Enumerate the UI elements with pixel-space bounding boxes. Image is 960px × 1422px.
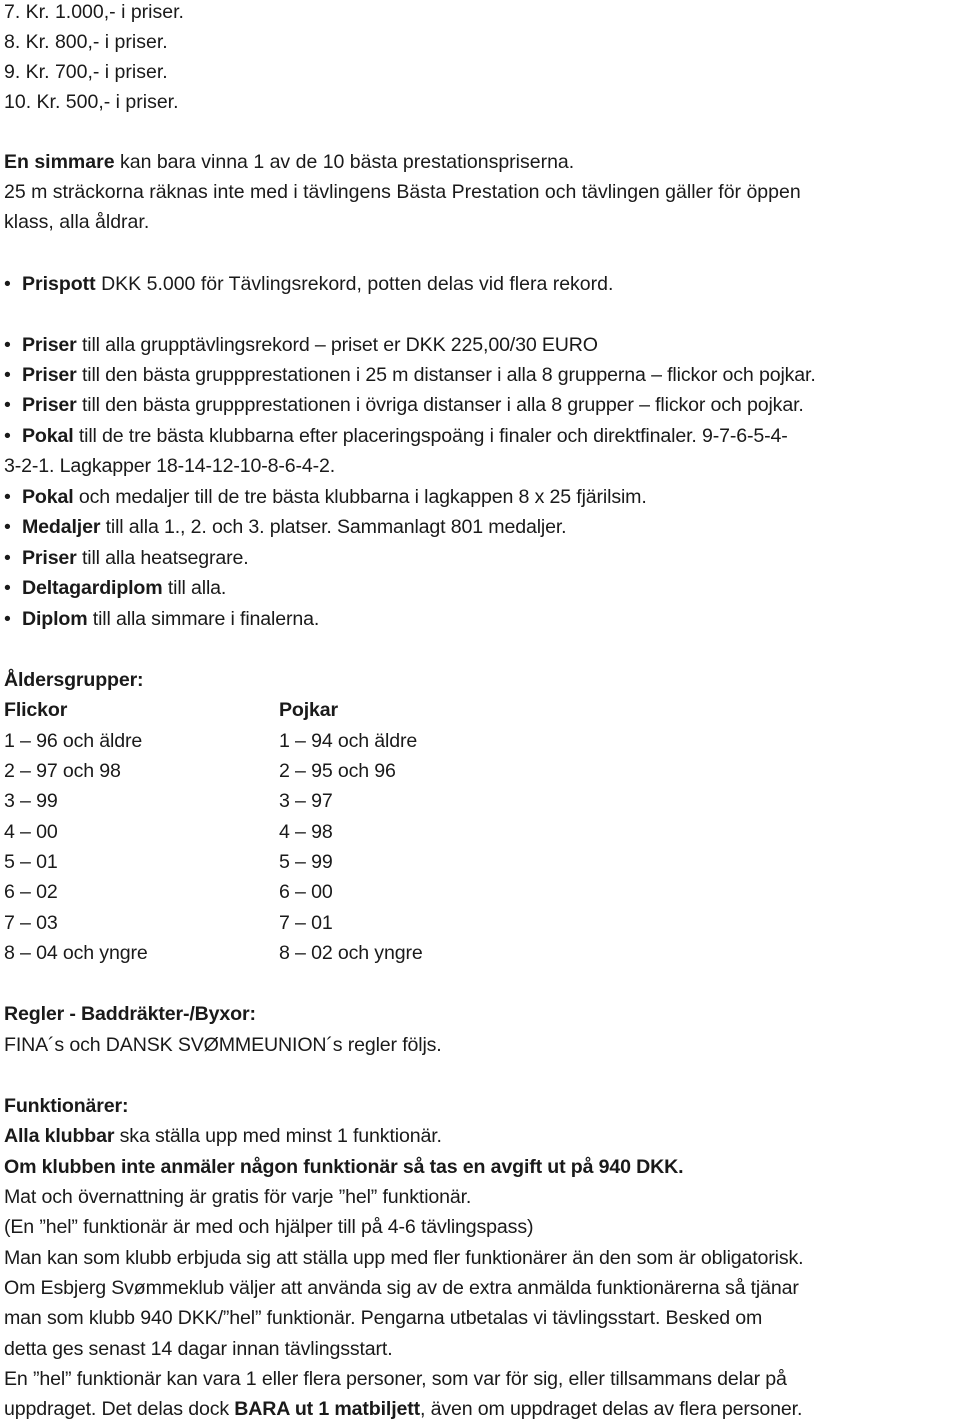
rules-heading: Regler - Baddräkter-/Byxor: bbox=[4, 1003, 256, 1025]
award-bold: Priser bbox=[22, 364, 77, 386]
officials-bold: BARA ut 1 matbiljett bbox=[234, 1398, 420, 1420]
award-item bbox=[4, 393, 804, 417]
officials-bold: Alla klubbar bbox=[4, 1125, 115, 1147]
bullet: • bbox=[4, 273, 11, 295]
age-groups-heading: Åldersgrupper: bbox=[4, 669, 144, 691]
officials-line: man som klubb 940 DKK/”hel” funktionär. Pengarna utbetalas vi tävlingsstart. Besked om bbox=[4, 1307, 763, 1329]
award-bold: Priser bbox=[22, 334, 77, 356]
prize-item: 8. Kr. 800,- i priser. bbox=[4, 31, 168, 53]
age-groups-header-row bbox=[4, 698, 339, 722]
boys-group: 1 – 94 och äldre bbox=[279, 730, 418, 752]
girls-group: 4 – 00 bbox=[4, 821, 58, 843]
girls-group: 8 – 04 och yngre bbox=[4, 942, 148, 964]
prize-item: 9. Kr. 700,- i priser. bbox=[4, 61, 168, 83]
girls-group: 6 – 02 bbox=[4, 881, 58, 903]
award-bold: Deltagardiplom bbox=[22, 577, 163, 599]
boys-group: 3 – 97 bbox=[279, 790, 333, 812]
age-group-row bbox=[4, 820, 333, 844]
bullet: • bbox=[4, 364, 11, 386]
age-group-row bbox=[4, 880, 333, 904]
award-item bbox=[4, 363, 816, 387]
bullet: • bbox=[4, 516, 11, 538]
performance-note-line: 25 m sträckorna räknas inte med i tävlingens Bästa Prestation och tävlingen gäller för öppen bbox=[4, 181, 801, 203]
girls-group: 5 – 01 bbox=[4, 851, 58, 873]
age-group-row bbox=[4, 850, 333, 874]
prize-pot-rest: DKK 5.000 för Tävlingsrekord, potten delas vid flera rekord. bbox=[95, 273, 614, 295]
award-bold: Pokal bbox=[22, 486, 74, 508]
boys-group: 8 – 02 och yngre bbox=[279, 942, 423, 964]
age-group-row bbox=[4, 789, 333, 813]
boys-group: 6 – 00 bbox=[279, 881, 333, 903]
bullet: • bbox=[4, 425, 11, 447]
officials-heading: Funktionärer: bbox=[4, 1095, 129, 1117]
boys-header: Pojkar bbox=[279, 699, 339, 721]
award-rest: till alla heatsegrare. bbox=[76, 547, 249, 569]
age-group-row bbox=[4, 941, 423, 965]
bullet: • bbox=[4, 486, 11, 508]
age-group-row bbox=[4, 911, 333, 935]
age-group-row bbox=[4, 729, 418, 753]
bullet: • bbox=[4, 577, 11, 599]
officials-line: En ”hel” funktionär kan vara 1 eller flera personer, som var för sig, eller tillsammans delar på bbox=[4, 1368, 787, 1390]
award-item-continuation bbox=[4, 454, 335, 478]
prize-pot-bold: Prispott bbox=[22, 273, 96, 295]
award-rest: till de tre bästa klubbarna efter placeringspoäng i finaler och direktfinaler. 9-7-6-5-4- bbox=[73, 425, 788, 447]
award-bold: Priser bbox=[22, 394, 77, 416]
award-rest: och medaljer till de tre bästa klubbarna i lagkappen 8 x 25 fjärilsim. bbox=[73, 486, 647, 508]
boys-group: 2 – 95 och 96 bbox=[279, 760, 396, 782]
age-group-row bbox=[4, 759, 396, 783]
girls-group: 1 – 96 och äldre bbox=[4, 730, 143, 752]
award-rest: till alla simmare i finalerna. bbox=[87, 608, 320, 630]
officials-rest: ska ställa upp med minst 1 funktionär. bbox=[114, 1125, 442, 1147]
officials-line: Mat och övernattning är gratis för varje ”hel” funktionär. bbox=[4, 1186, 472, 1208]
officials-line: Man kan som klubb erbjuda sig att ställa upp med fler funktionärer än den som är obligatorisk. bbox=[4, 1247, 804, 1269]
prize-item: 7. Kr. 1.000,- i priser. bbox=[4, 1, 184, 23]
officials-line: Om Esbjerg Svømmeklub väljer att använda sig av de extra anmälda funktionärerna så tjänar bbox=[4, 1277, 799, 1299]
officials-text: uppdraget. Det delas dock bbox=[4, 1398, 235, 1420]
award-rest: till den bästa gruppprestationen i 25 m distanser i alla 8 grupperna – flickor och pojkar. bbox=[76, 364, 816, 386]
boys-group: 5 – 99 bbox=[279, 851, 333, 873]
award-rest: 3-2-1. Lagkapper 18-14-12-10-8-6-4-2. bbox=[4, 455, 336, 477]
girls-group: 7 – 03 bbox=[4, 912, 58, 934]
prize-pot-line bbox=[4, 272, 613, 296]
bullet: • bbox=[4, 547, 11, 569]
girls-header: Flickor bbox=[4, 699, 68, 721]
award-rest: till alla grupptävlingsrekord – priset er DKK 225,00/30 EURO bbox=[76, 334, 598, 356]
prize-item: 10. Kr. 500,- i priser. bbox=[4, 91, 179, 113]
award-item bbox=[4, 333, 598, 357]
boys-group: 7 – 01 bbox=[279, 912, 333, 934]
bullet: • bbox=[4, 394, 11, 416]
bullet: • bbox=[4, 608, 11, 630]
award-item bbox=[4, 485, 647, 509]
boys-group: 4 – 98 bbox=[279, 821, 333, 843]
award-item bbox=[4, 515, 566, 539]
award-rest: till alla 1., 2. och 3. platser. Sammanlagt 801 medaljer. bbox=[100, 516, 567, 538]
award-item bbox=[4, 607, 319, 631]
performance-note-line bbox=[4, 150, 574, 174]
award-item bbox=[4, 424, 788, 448]
award-bold: Priser bbox=[22, 547, 77, 569]
officials-line bbox=[4, 1124, 442, 1148]
officials-line: detta ges senast 14 dagar innan tävlingsstart. bbox=[4, 1338, 393, 1360]
award-bold: Medaljer bbox=[22, 516, 101, 538]
officials-line: (En ”hel” funktionär är med och hjälper till på 4-6 tävlingspass) bbox=[4, 1216, 534, 1238]
performance-note-line: klass, alla åldrar. bbox=[4, 211, 150, 233]
girls-group: 3 – 99 bbox=[4, 790, 58, 812]
award-item bbox=[4, 546, 249, 570]
award-bold: Pokal bbox=[22, 425, 74, 447]
officials-line bbox=[4, 1397, 802, 1421]
bullet: • bbox=[4, 334, 11, 356]
officials-text: , även om uppdraget delas av flera personer. bbox=[419, 1398, 803, 1420]
performance-note-bold: En simmare bbox=[4, 151, 115, 173]
award-rest: till alla. bbox=[162, 577, 227, 599]
award-rest: till den bästa gruppprestationen i övriga distanser i alla 8 grupper – flickor och pojkar. bbox=[76, 394, 804, 416]
rules-text: FINA´s och DANSK SVØMMEUNION´s regler följs. bbox=[4, 1034, 442, 1056]
girls-group: 2 – 97 och 98 bbox=[4, 760, 121, 782]
award-bold: Diplom bbox=[22, 608, 88, 630]
performance-note-rest: kan bara vinna 1 av de 10 bästa prestationspriserna. bbox=[114, 151, 575, 173]
officials-fee-line: Om klubben inte anmäler någon funktionär så tas en avgift ut på 940 DKK. bbox=[4, 1156, 684, 1178]
award-item bbox=[4, 576, 226, 600]
